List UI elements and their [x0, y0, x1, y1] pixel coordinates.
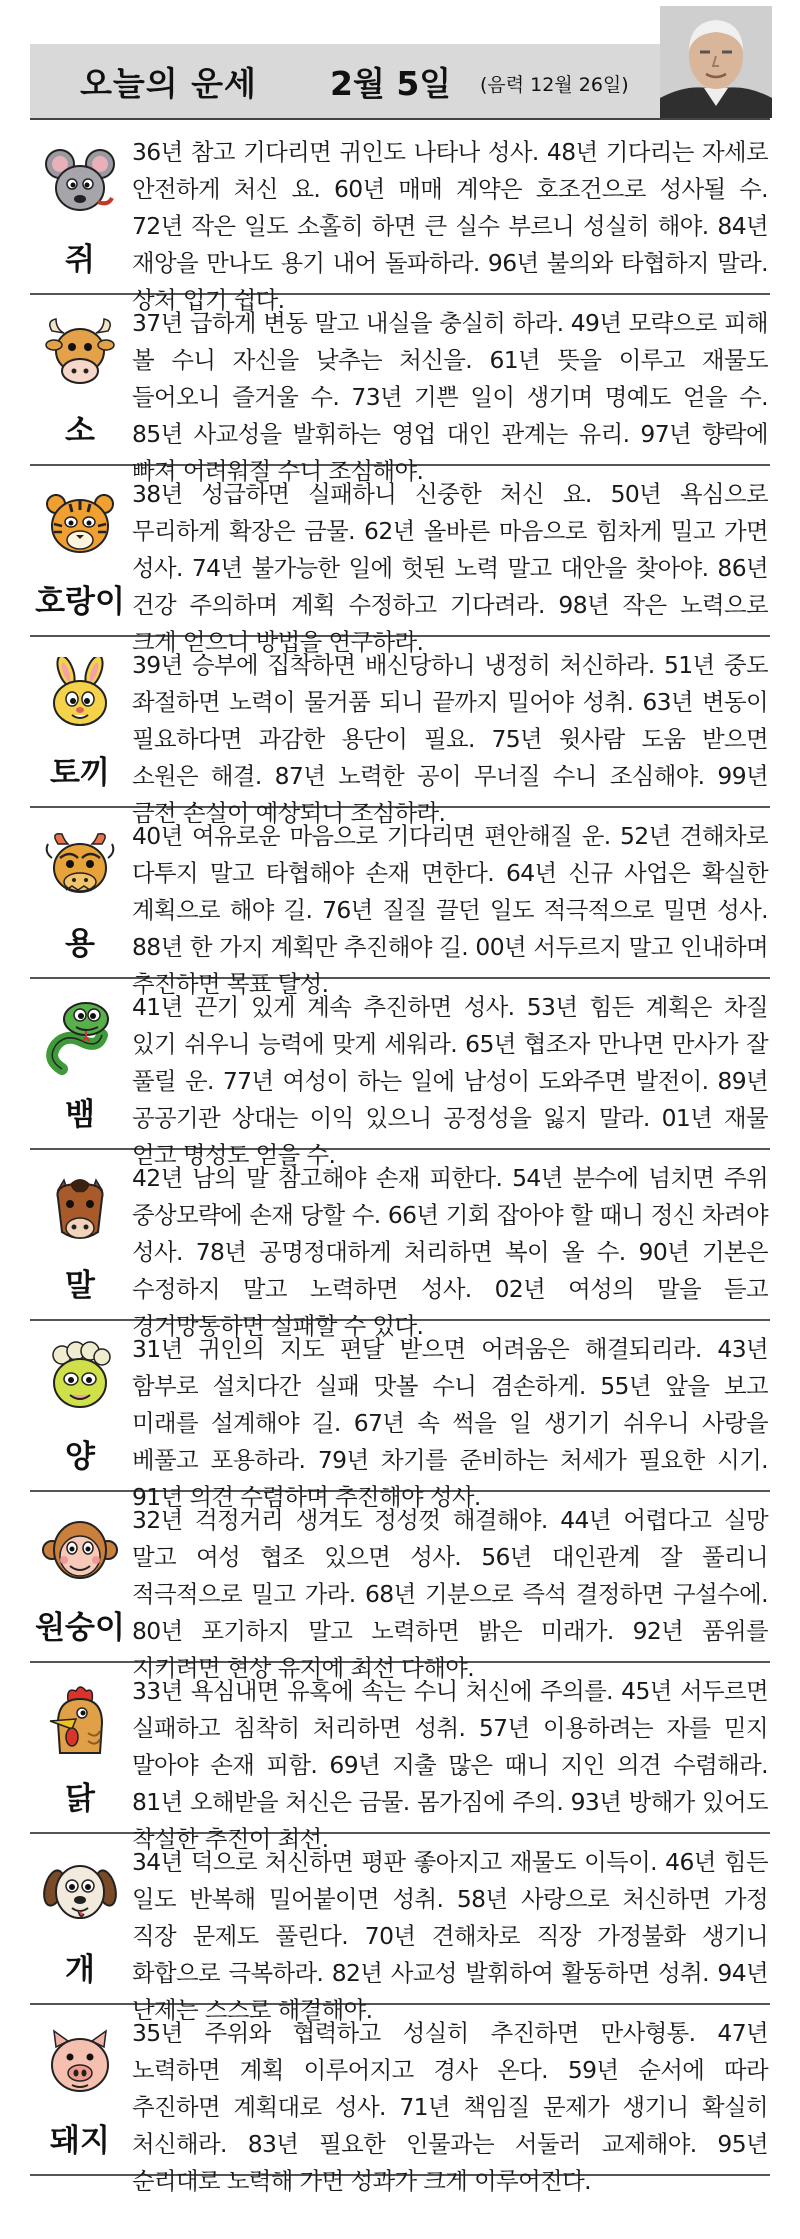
fortune-text: 36년 참고 기다리면 귀인도 나타나 성사. 48년 기다리는 자세로 안전하게 처신 요. 60년 매매 계약은 호조건으로 성사될 수. 72년 작은 일도 소홀히 하면 큰 실수 부르니 성실히 해야. 84년 재앙을 만나도 용기 내어 돌파하라. 96년 불의와 타협하지 말라. 상처 입기 쉽다. — [132, 138, 768, 314]
fortune-text: 35년 주위와 협력하고 성실히 추진하면 만사형통. 47년 노력하면 계획 이루어지고 경사 온다. 59년 순서에 따라 추진하면 계획대로 성사. 71년 책임질 문제가 생기니 확실히 처신해라. 83년 필요한 인물과는 서둘러 교제해야. 95년 순리대로 노력해 가면 성과가 크게 이루어진다. — [132, 2019, 768, 2195]
pig-icon — [42, 2025, 118, 2101]
lunar-date-label: (음력 12월 26일) — [480, 74, 629, 96]
animal-name: 닭 — [65, 1781, 95, 1817]
header-bar — [30, 44, 770, 120]
animal-cell — [30, 1321, 130, 1490]
dog-icon — [42, 1854, 118, 1930]
fortune-row — [30, 466, 770, 656]
fortune-text: 39년 승부에 집착하면 배신당하니 냉정히 처신하라. 51년 중도 좌절하면 노력이 물거품 되니 끝까지 밀어야 성취. 63년 변동이 필요하다면 과감한 용단이 필요. 75년 윗사람 도움 받으면 소원은 해결. 87년 노력한 공이 무너질 수니 조심해야. 99년 금전 손실이 예상되니 조심하라. — [132, 651, 768, 827]
animal-cell — [30, 124, 130, 293]
animal-name: 양 — [65, 1439, 95, 1475]
fortune-row — [30, 1663, 770, 1853]
horse-icon — [42, 1170, 118, 1246]
fortune-text: 37년 급하게 변동 말고 내실을 충실히 하라. 49년 모략으로 피해 볼 수니 자신을 낮추는 처신을. 61년 뜻을 이루고 재물도 들어오니 즐거울 수. 73년 기쁜 일이 생기며 명예도 얻을 수. 85년 사교성을 발휘하는 영업 대인 관계는 유리. 97년 향락에 빠져 어려워질 수니 조심해야. — [132, 309, 768, 485]
ox-icon — [42, 315, 118, 391]
fortune-row — [30, 295, 770, 485]
animal-name: 돼지 — [50, 2123, 110, 2159]
animal-name: 뱀 — [65, 1097, 95, 1133]
fortune-row — [30, 979, 770, 1169]
fortune-text: 34년 덕으로 처신하면 평판 좋아지고 재물도 이득이. 46년 힘든 일도 반복해 밀어붙이면 성취. 58년 사랑으로 처신하면 가정 직장 문제도 풀린다. 70년 견해차로 직장 가정불화 생기니 화합으로 극복하라. 82년 사교성 발휘하여 활동하면 성취. 94년 난제는 스스로 해결해야. — [132, 1848, 768, 2024]
sheep-icon — [42, 1341, 118, 1417]
animal-name: 말 — [65, 1268, 95, 1304]
animal-name: 호랑이 — [35, 584, 125, 620]
animal-cell — [30, 1663, 130, 1832]
date-label: 2월 5일 — [330, 64, 452, 103]
fortune-row — [30, 124, 770, 314]
author-portrait — [660, 6, 772, 118]
tiger-icon — [42, 486, 118, 562]
animal-cell — [30, 808, 130, 977]
animal-cell — [30, 1834, 130, 2003]
animal-cell — [30, 637, 130, 806]
animal-cell — [30, 1492, 130, 1661]
rooster-icon — [42, 1683, 118, 1759]
fortune-text: 33년 욕심내면 유혹에 속는 수니 처신에 주의를. 45년 서두르면 실패하고 침착히 처리하면 성취. 57년 이용하려는 자를 믿지 말아야 손재 피함. 69년 지출 많은 때니 지인 의견 수렴해라. 81년 오해받을 처신은 금물. 몸가짐에 주의. 93년 방해가 있어도 착실한 추진이 최선. — [132, 1677, 768, 1853]
rat-icon — [42, 144, 118, 220]
page-title: 오늘의 운세 — [80, 64, 257, 103]
fortune-text: 41년 끈기 있게 계속 추진하면 성사. 53년 힘든 계획은 차질 있기 쉬우니 능력에 맞게 세워라. 65년 협조자 만나면 만사가 잘 풀릴 운. 77년 여성이 하는 일에 남성이 도와주면 발전이. 89년 공공기관 상대는 이익 있으니 공정성을 잃지 말라. 01년 재물 얻고 명성도 얻을 수. — [132, 993, 768, 1169]
fortune-text: 32년 걱정거리 생겨도 정성껏 해결해야. 44년 어렵다고 실망 말고 여성 협조 있으면 성사. 56년 대인관계 잘 풀리니 적극적으로 밀고 가라. 68년 기분으로 즉석 결정하면 구설수에. 80년 포기하지 말고 노력하면 밝은 미래가. 92년 품위를 지키려면 현상 유지에 최선 다해야. — [132, 1506, 768, 1682]
animal-cell — [30, 466, 130, 635]
fortune-text: 38년 성급하면 실패하니 신중한 처신 요. 50년 욕심으로 무리하게 확장은 금물. 62년 올바른 마음으로 힘차게 밀고 가면 성사. 74년 불가능한 일에 헛된 노력 말고 대안을 찾아야. 86년 건강 주의하며 계획 수정하고 기다려라. 98년 작은 노력으로 크게 얻으니 방법을 연구하라. — [132, 480, 768, 656]
fortune-row — [30, 808, 770, 998]
rabbit-icon — [42, 657, 118, 733]
fortune-row — [30, 1834, 770, 2024]
animal-name: 소 — [65, 413, 95, 449]
fortune-text: 40년 여유로운 마음으로 기다리면 편안해질 운. 52년 견해차로 다투지 말고 타협해야 손재 면한다. 64년 신규 사업은 확실한 계획으로 해야 길. 76년 질질 끌던 일도 적극적으로 밀면 성사. 88년 한 가지 계획만 추진해야 길. 00년 서두르지 말고 인내하며 추진하면 목표 달성. — [132, 822, 768, 998]
animal-cell — [30, 979, 130, 1148]
fortune-row — [30, 637, 770, 827]
animal-cell — [30, 295, 130, 464]
animal-cell — [30, 2005, 130, 2174]
animal-name: 원숭이 — [35, 1610, 125, 1646]
snake-icon — [42, 999, 118, 1075]
fortune-row — [30, 1150, 770, 1340]
fortune-row — [30, 2005, 770, 2195]
animal-name: 개 — [65, 1952, 95, 1988]
animal-cell — [30, 1150, 130, 1319]
fortune-list — [30, 124, 770, 2195]
fortune-row — [30, 1492, 770, 1682]
animal-name: 쥐 — [65, 242, 95, 278]
dragon-icon — [42, 828, 118, 904]
animal-name: 토끼 — [50, 755, 110, 791]
fortune-row — [30, 1321, 770, 1511]
animal-name: 용 — [65, 926, 95, 962]
monkey-icon — [42, 1512, 118, 1588]
fortune-text: 31년 귀인의 지도 편달 받으면 어려움은 해결되리라. 43년 함부로 설치다간 실패 맛볼 수니 겸손하게. 55년 앞을 보고 미래를 설계해야 길. 67년 속 썩을 일 생기기 쉬우니 사랑을 베풀고 포용하라. 79년 차기를 준비하는 처세가 필요한 시기. 91년 의견 수렴하며 추진해야 성사. — [132, 1335, 768, 1511]
fortune-text: 42년 남의 말 참고해야 손재 피한다. 54년 분수에 넘치면 주위 중상모략에 손재 당할 수. 66년 기회 잡아야 할 때니 정신 차려야 성사. 78년 공명정대하게 처리하면 복이 올 수. 90년 기본은 수정하지 말고 노력하면 성사. 02년 여성의 말을 듣고 경거망동하면 실패할 수 있다. — [132, 1164, 768, 1340]
